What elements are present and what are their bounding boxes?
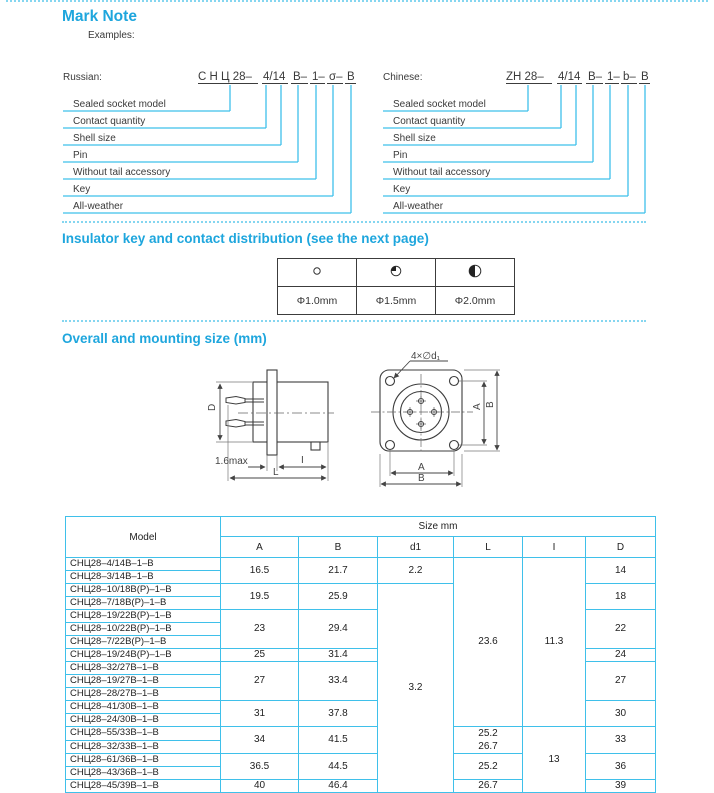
size-cell-b: 21.7 — [299, 558, 378, 584]
dim-label-b-vertical: B — [485, 401, 496, 408]
svg-text:Contact quantity: Contact quantity — [73, 116, 146, 127]
dim-label-16max: 1.6max — [215, 456, 248, 467]
size-cell-b: 25.9 — [299, 584, 378, 610]
size-cell-d: 14 — [586, 558, 656, 584]
size-cell-d1: 2.2 — [378, 558, 454, 584]
col-header-i: I — [523, 537, 586, 558]
size-cell-b: 33.4 — [299, 662, 378, 701]
svg-text:B: B — [347, 71, 355, 83]
size-cell-d: 39 — [586, 780, 656, 793]
svg-text:Shell size: Shell size — [393, 133, 436, 144]
contact-open-circle-icon — [309, 263, 325, 279]
size-cell-a: 16.5 — [221, 558, 299, 584]
size-cell-a: 40 — [221, 780, 299, 793]
model-cell: СНЦ28–3/14B–1–B — [66, 571, 221, 584]
size-cell-i: 11.3 — [523, 558, 586, 727]
size-group-header: Size mm — [221, 517, 656, 537]
model-cell: СНЦ28–55/33B–1–B — [66, 727, 221, 741]
size-cell-b: 41.5 — [299, 727, 378, 754]
svg-text:Without tail accessory: Without tail accessory — [73, 167, 171, 178]
col-header-b: B — [299, 537, 378, 558]
col-header-d: D — [586, 537, 656, 558]
dim-label-a-vertical: A — [472, 403, 483, 410]
svg-text:b–: b– — [623, 71, 636, 83]
field-labels — [73, 99, 170, 212]
size-cell-b: 29.4 — [299, 610, 378, 649]
model-cell: СНЦ28–4/14B–1–B — [66, 558, 221, 571]
contact-half-filled-circle-icon — [466, 262, 484, 280]
svg-text:B–: B– — [588, 71, 603, 83]
svg-text:σ–: σ– — [329, 71, 343, 83]
svg-text:4/14: 4/14 — [558, 71, 581, 83]
size-cell-b: 46.4 — [299, 780, 378, 793]
svg-text:Key: Key — [73, 184, 91, 195]
svg-text:Sealed socket model: Sealed socket model — [393, 99, 486, 110]
model-header: Model — [66, 517, 221, 558]
size-cell-b: 37.8 — [299, 701, 378, 727]
side-view-drawing — [160, 357, 335, 492]
size-cell-d: 30 — [586, 701, 656, 727]
col-header-a: A — [221, 537, 299, 558]
contact-size-cell: Φ1.0mm — [278, 287, 357, 315]
size-cell-b: 31.4 — [299, 649, 378, 662]
front-view-drawing — [369, 350, 519, 492]
size-table — [65, 516, 656, 793]
size-cell-a: 25 — [221, 649, 299, 662]
contact-size-cell: Φ2.0mm — [436, 287, 515, 315]
contact-quarter-filled-circle-icon — [388, 263, 404, 279]
dotted-separator-2 — [62, 320, 646, 322]
size-cell-d1: 3.2 — [378, 584, 454, 793]
model-cell: СНЦ28–28/27B–1–B — [66, 688, 221, 701]
size-cell-l: 25.2 26.7 — [454, 727, 523, 754]
svg-text:Pin: Pin — [393, 150, 408, 161]
svg-text:4/14: 4/14 — [263, 71, 286, 83]
col-header-d1: d1 — [378, 537, 454, 558]
contact-icon-cell — [357, 259, 436, 287]
size-cell-d: 33 — [586, 727, 656, 754]
size-cell-a: 31 — [221, 701, 299, 727]
size-cell-a: 34 — [221, 727, 299, 754]
insulator-heading: Insulator key and contact distribution (see the next page) — [62, 231, 429, 246]
model-cell: СНЦ28–41/30B–1–B — [66, 701, 221, 714]
size-cell-a: 23 — [221, 610, 299, 649]
socket-contacts — [405, 396, 439, 429]
examples-label: Examples: — [88, 30, 135, 41]
russian-label: Russian: — [63, 72, 102, 83]
dotted-separator-top — [6, 0, 708, 2]
svg-text:Without tail accessory: Without tail accessory — [393, 167, 491, 178]
chinese-code — [506, 71, 649, 83]
size-cell-a: 19.5 — [221, 584, 299, 610]
model-cell: СНЦ28–19/22B(P)–1–B — [66, 610, 221, 623]
dotted-separator-1 — [62, 221, 646, 223]
model-cell: СНЦ28–10/18B(P)–1–B — [66, 584, 221, 597]
svg-text:All-weather: All-weather — [73, 201, 124, 212]
svg-text:1–: 1– — [312, 71, 325, 83]
svg-text:Sealed socket model: Sealed socket model — [73, 99, 166, 110]
size-cell-a: 36.5 — [221, 754, 299, 780]
model-cell: СНЦ28–45/39B–1–B — [66, 780, 221, 793]
svg-text:Key: Key — [393, 184, 411, 195]
svg-text:ZH 28–: ZH 28– — [506, 71, 544, 83]
svg-text:Contact quantity: Contact quantity — [393, 116, 466, 127]
svg-text:1–: 1– — [607, 71, 620, 83]
model-cell: СНЦ28–24/30B–1–B — [66, 714, 221, 727]
size-table-row — [66, 727, 656, 741]
russian-code — [198, 71, 355, 83]
model-cell: СНЦ28–32/27B–1–B — [66, 662, 221, 675]
field-labels — [393, 99, 490, 212]
size-cell-d: 24 — [586, 649, 656, 662]
size-table-row — [66, 558, 656, 571]
hole-callout-label: 4×∅d₁ — [411, 351, 441, 362]
marking-diagram-russian — [62, 64, 358, 222]
col-header-l: L — [454, 537, 523, 558]
size-cell-d: 27 — [586, 662, 656, 701]
size-cell-d: 18 — [586, 584, 656, 610]
svg-text:B: B — [641, 71, 649, 83]
size-cell-l: 25.2 — [454, 754, 523, 780]
size-cell-i: 13 — [523, 727, 586, 793]
chinese-label: Chinese: — [383, 72, 423, 83]
marking-diagram-chinese — [382, 64, 650, 222]
svg-text:Pin: Pin — [73, 150, 88, 161]
pin-contacts — [226, 397, 264, 428]
size-cell-d: 22 — [586, 610, 656, 649]
model-cell: СНЦ28–10/22B(P)–1–B — [66, 623, 221, 636]
model-cell: СНЦ28–7/22B(P)–1–B — [66, 636, 221, 649]
size-cell-l: 26.7 — [454, 780, 523, 793]
svg-text:С Н Ц 28–: С Н Ц 28– — [198, 71, 252, 83]
size-cell-l: 23.6 — [454, 558, 523, 727]
dim-label-d: D — [207, 403, 218, 411]
size-cell-a: 27 — [221, 662, 299, 701]
model-cell: СНЦ28–43/36B–1–B — [66, 767, 221, 780]
dim-label-a-horizontal: A — [418, 462, 425, 473]
svg-text:All-weather: All-weather — [393, 201, 444, 212]
model-cell: СНЦ28–19/27B–1–B — [66, 675, 221, 688]
contact-distribution-table — [277, 258, 515, 315]
contact-icon-cell — [278, 259, 357, 287]
size-cell-b: 44.5 — [299, 754, 378, 780]
dim-label-i: I — [301, 455, 304, 466]
size-table-body — [66, 558, 656, 793]
contact-size-cell: Φ1.5mm — [357, 287, 436, 315]
svg-text:Shell size: Shell size — [73, 133, 116, 144]
svg-text:B–: B– — [293, 71, 308, 83]
contact-icon-cell — [436, 259, 515, 287]
marking-examples — [62, 64, 650, 222]
model-cell: СНЦ28–7/18B(P)–1–B — [66, 597, 221, 610]
mark-note-heading: Mark Note — [62, 8, 137, 25]
model-cell: СНЦ28–19/24B(P)–1–B — [66, 649, 221, 662]
dim-label-b-horizontal: B — [418, 473, 425, 484]
model-cell: СНЦ28–32/33B–1–B — [66, 740, 221, 754]
dim-label-l: L — [273, 467, 279, 478]
overall-size-heading: Overall and mounting size (mm) — [62, 331, 267, 346]
size-cell-d: 36 — [586, 754, 656, 780]
connector-body-outline — [253, 370, 328, 455]
model-cell: СНЦ28–61/36B–1–B — [66, 754, 221, 767]
